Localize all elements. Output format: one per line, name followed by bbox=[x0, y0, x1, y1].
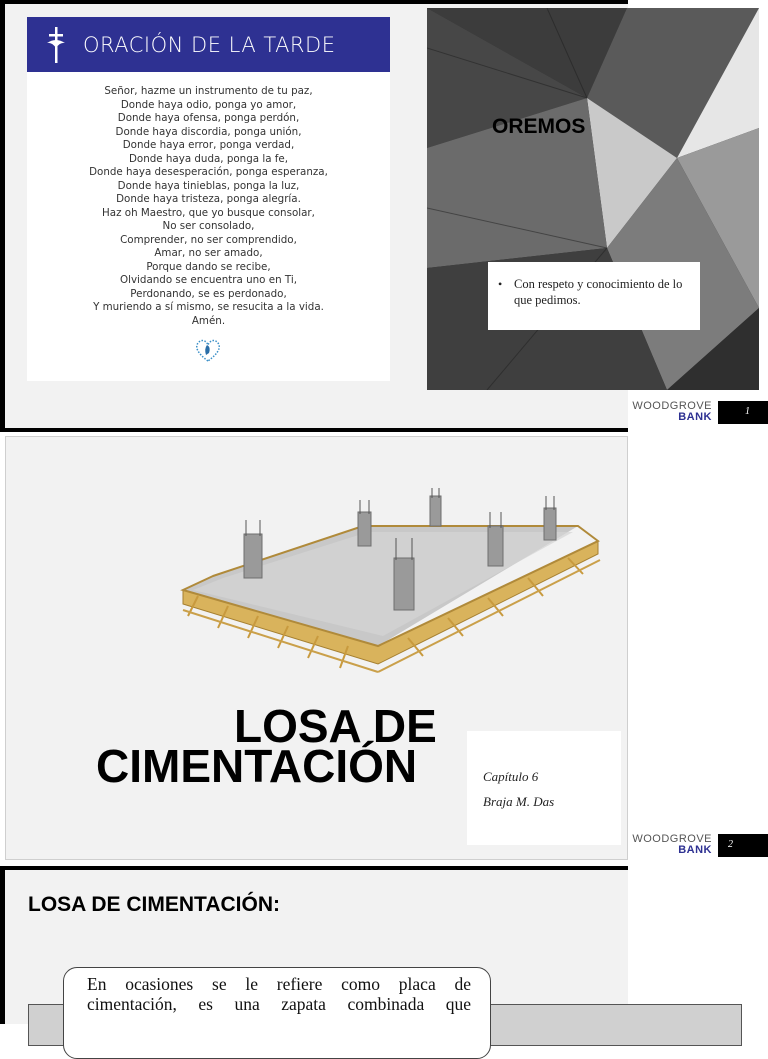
slide-1-bottom-border bbox=[0, 428, 628, 432]
slide-3-left-border bbox=[0, 866, 5, 1024]
prayer-line: Amén. bbox=[191, 314, 226, 327]
bullet-box bbox=[488, 262, 700, 330]
prayer-line: Donde haya tristeza, ponga alegría. bbox=[116, 193, 301, 205]
slide-2-title-line2: CIMENTACIÓN bbox=[96, 740, 418, 792]
definition-textbox bbox=[63, 967, 491, 1059]
prayer-line: Donde haya desesperación, ponga esperanza, bbox=[89, 166, 328, 178]
slide-2-title-line1: LOSA DE bbox=[234, 700, 437, 752]
slide-1-left-border bbox=[0, 0, 5, 432]
dove-cross-icon bbox=[44, 27, 68, 63]
prayer-line: Y muriendo a sí mismo, se resucita a la vida. bbox=[93, 301, 324, 313]
prayer-line: Haz oh Maestro, que yo busque consolar, bbox=[102, 206, 315, 219]
prayer-title: ORACIÓN DE LA TARDE bbox=[83, 33, 336, 57]
brand-logo bbox=[628, 401, 712, 423]
prayer-line: Amar, no ser amado, bbox=[154, 247, 263, 259]
slide-3-title: LOSA DE CIMENTACIÓN: bbox=[28, 893, 280, 916]
brand-name-line2: BANK bbox=[678, 411, 712, 423]
prayer-line: Donde haya error, ponga verdad, bbox=[122, 139, 295, 151]
page-number-box bbox=[718, 834, 768, 857]
definition-text bbox=[87, 974, 471, 1014]
prayer-line: No ser consolado, bbox=[162, 220, 255, 232]
prayer-line: Comprender, no ser comprendido, bbox=[120, 233, 297, 246]
prayer-line: Donde haya ofensa, ponga perdón, bbox=[117, 112, 300, 124]
slide-3-top-border bbox=[5, 866, 628, 870]
prayer-header bbox=[27, 17, 390, 72]
author-name: Braja M. Das bbox=[483, 794, 555, 809]
foundation-slab-illustration bbox=[178, 486, 603, 676]
heart-logo-icon bbox=[193, 335, 223, 365]
brand-name-line1: WOODGROVE bbox=[632, 400, 712, 412]
chapter-label: Capítulo 6 bbox=[483, 769, 539, 784]
prayer-line: Perdonando, se es perdonado, bbox=[130, 287, 287, 300]
definition-line: cimentación, es una zapata combinada que bbox=[87, 994, 471, 1014]
brand-logo bbox=[628, 834, 712, 856]
prayer-line: Donde haya odio, ponga yo amor, bbox=[120, 98, 297, 111]
page-number-box bbox=[718, 401, 768, 424]
prayer-line: Señor, hazme un instrumento de tu paz, bbox=[104, 85, 313, 97]
prayer-line: Donde haya tinieblas, ponga la luz, bbox=[117, 179, 300, 192]
brand-name-line1: WOODGROVE bbox=[632, 833, 712, 845]
prayer-text bbox=[27, 85, 390, 328]
oremos-heading: OREMOS bbox=[492, 115, 586, 138]
definition-line: En ocasiones se le refiere como placa de bbox=[87, 974, 471, 994]
chapter-box bbox=[467, 731, 621, 845]
prayer-line: Porque dando se recibe, bbox=[146, 260, 271, 273]
slide-1-top-border bbox=[5, 0, 628, 4]
brand-name-line2: BANK bbox=[678, 844, 712, 856]
prayer-card bbox=[27, 17, 390, 381]
prayer-line: Donde haya discordia, ponga unión, bbox=[115, 125, 302, 138]
geometric-star-photo bbox=[427, 8, 759, 390]
bullet-text: Con respeto y conocimiento de lo que pedimos. bbox=[514, 277, 683, 307]
prayer-line: Donde haya duda, ponga la fe, bbox=[128, 152, 289, 165]
bullet-point-icon: • bbox=[498, 277, 503, 291]
prayer-line: Olvidando se encuentra uno en Ti, bbox=[119, 274, 297, 286]
page-number: 2 bbox=[728, 839, 733, 850]
page-number: 1 bbox=[745, 406, 750, 417]
